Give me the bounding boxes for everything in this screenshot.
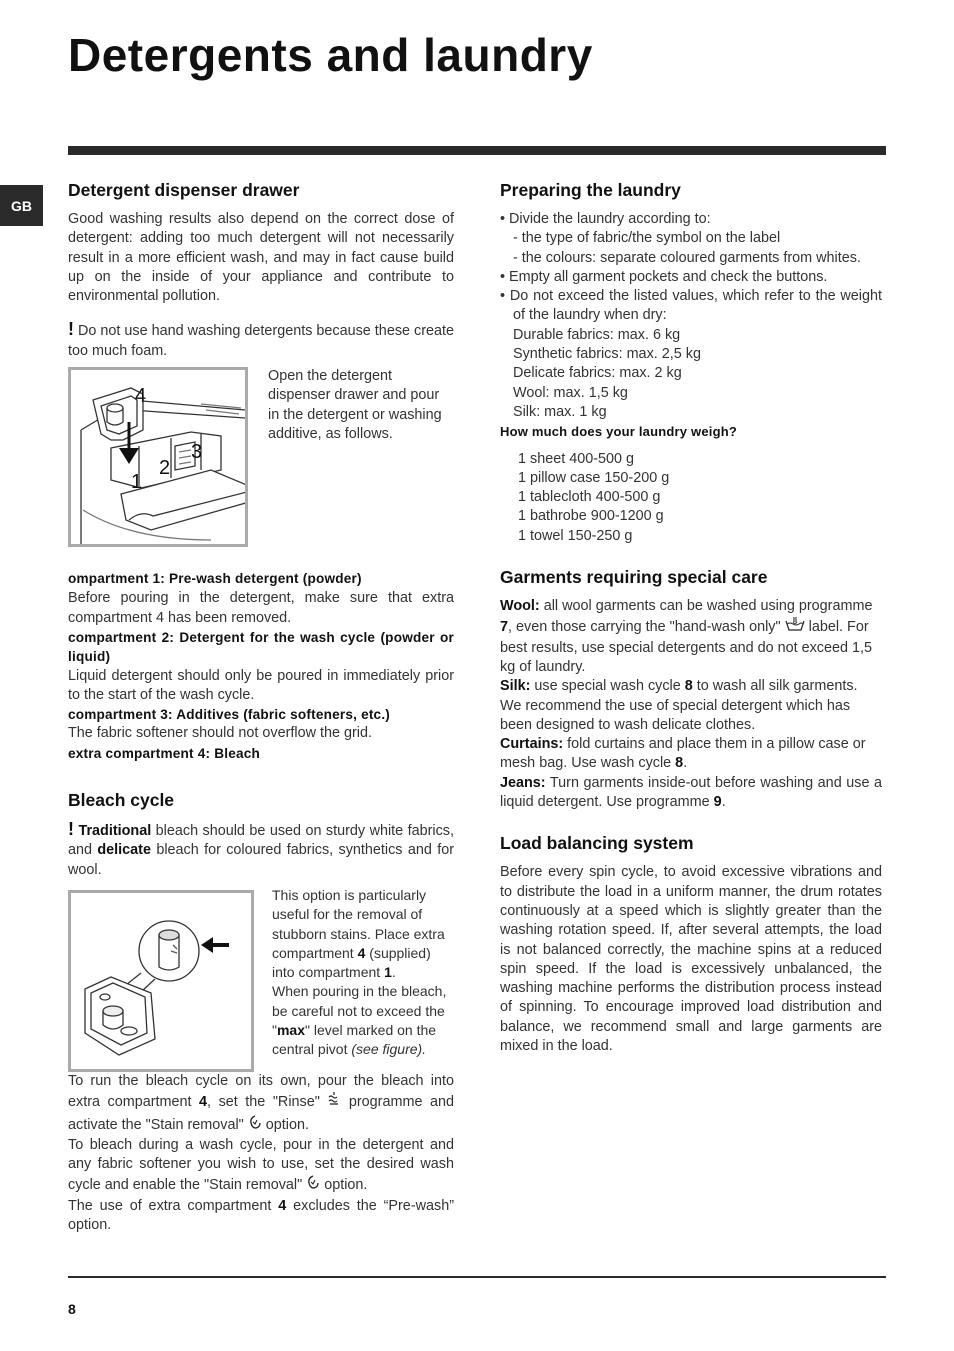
limit-item: Durable fabrics: max. 6 kg xyxy=(513,326,681,343)
stain-removal-icon xyxy=(248,1114,262,1136)
dispenser-intro: Good washing results also depend on the correct dose of detergent: adding too much detergent will not necessarily result in a more efficient wash, and may in fact cause build up on the inside of your appliance and contribute to environmental pollution. xyxy=(68,211,454,305)
warning-mark: ! xyxy=(68,819,74,840)
limit-item: Synthetic fabrics: max. 2,5 kg xyxy=(513,346,701,363)
figure-label-4: 4 xyxy=(135,385,147,408)
weight-item: 1 bathrobe 900-1200 g xyxy=(518,508,664,525)
dispenser-warning-text: Do not use hand washing detergents because these create too much foam. xyxy=(68,323,455,359)
bleach-intro: ! Traditional bleach should be used on sturdy white fabrics, and delicate bleach for coloured fabrics, synthetics and for wool. xyxy=(68,819,455,878)
bleach-heading: Bleach cycle xyxy=(68,790,175,811)
preparing-heading: Preparing the laundry xyxy=(500,180,681,200)
weight-item: 1 tablecloth 400-500 g xyxy=(518,489,661,506)
hand-wash-icon xyxy=(785,616,805,638)
page-number: 8 xyxy=(68,1301,76,1317)
bleach-run-text: To run the bleach cycle on its own, pour the bleach into extra compartment 4, set the "Rinse" programme and activate the "Stain removal" option. xyxy=(68,1072,454,1136)
preparing-bullet-1: • Divide the laundry according to: xyxy=(500,211,711,227)
weight-item: 1 pillow case 150-200 g xyxy=(518,469,670,486)
balancing-heading: Load balancing system xyxy=(500,833,694,854)
dispenser-drawer-figure xyxy=(68,367,248,547)
jeans-text: Jeans: Turn garments inside-out before washing and use a liquid detergent. Use programme 9. xyxy=(500,774,882,811)
compartment-1-text: Before pouring in the detergent, make sure that extra compartment 4 has been removed. xyxy=(68,590,454,626)
compartment-2-text: Liquid detergent should only be poured in immediately prior to the start of the wash cycle. xyxy=(68,667,454,703)
rinse-symbol-icon xyxy=(327,1091,341,1113)
compartment-3-heading: compartment 3: Additives (fabric softeners, etc.) xyxy=(68,707,391,723)
bleach-during-text: To bleach during a wash cycle, pour in the detergent and any fabric softener you wish to use, set the desired wash cycle and enable the "Stain removal" option. xyxy=(68,1136,454,1197)
right-column xyxy=(500,179,882,1056)
special-care-heading: Garments requiring special care xyxy=(500,567,768,588)
preparing-bullet-3: • Do not exceed the listed values, which refer to the weight of the laundry when dry: xyxy=(500,288,882,324)
compartment-3-text: The fabric softener should not overflow the grid. xyxy=(68,725,372,742)
figure-label-2: 2 xyxy=(159,457,171,480)
limit-item: Silk: max. 1 kg xyxy=(513,403,607,420)
weight-item: 1 towel 150-250 g xyxy=(518,527,633,544)
limit-item: Wool: max. 1,5 kg xyxy=(513,384,628,401)
figure-label-1: 1 xyxy=(131,471,143,494)
preparing-bullet-2: • Empty all garment pockets and check the buttons. xyxy=(500,268,828,285)
dispenser-drawer-illustration xyxy=(71,370,245,544)
warning-mark: ! xyxy=(68,319,74,340)
bleach-exclude-text: The use of extra compartment 4 excludes the “Pre-wash” option. xyxy=(68,1197,454,1234)
compartment-4-heading: extra compartment 4: Bleach xyxy=(68,745,261,761)
left-column xyxy=(68,179,454,1235)
page-title: Detergents and laundry xyxy=(68,29,593,81)
weigh-heading: How much does your laundry weigh? xyxy=(500,424,738,440)
limit-item: Delicate fabrics: max. 2 kg xyxy=(513,365,682,382)
bleach-figure-text: This option is particularly useful for the removal of stubborn stains. Place extra compartment 4 (supplied) into compartment 1. When pouring in the bleach, be careful not to exceed the "max" level marked on the central pivot (see figure). xyxy=(272,886,447,1058)
header-rule xyxy=(68,146,886,155)
dispenser-heading: Detergent dispenser drawer xyxy=(68,180,300,200)
compartment-2-heading: compartment 2: Detergent for the wash cycle (powder or liquid) xyxy=(68,629,454,665)
stain-removal-icon xyxy=(306,1174,320,1196)
bleach-compartment-figure xyxy=(68,890,254,1072)
silk-text: Silk: use special wash cycle 8 to wash all silk garments. We recommend the use of special detergent which has been designed to wash delicate clothes. xyxy=(500,678,858,733)
compartment-1-heading: ompartment 1: Pre-wash detergent (powder) xyxy=(68,571,362,587)
preparing-sub-2: - the colours: separate coloured garments from whites. xyxy=(513,249,861,266)
dispenser-figure-row xyxy=(68,367,454,547)
preparing-sub-1: - the type of fabric/the symbol on the label xyxy=(513,230,781,247)
figure-label-3: 3 xyxy=(191,441,203,464)
bleach-compartment-illustration xyxy=(71,893,251,1069)
bleach-figure-row xyxy=(68,886,454,1072)
dispenser-figure-text: Open the detergent dispenser drawer and pour in the detergent or washing additive, as follows. xyxy=(268,368,442,442)
weights-list xyxy=(500,450,882,546)
footer-rule xyxy=(68,1276,886,1278)
dispenser-warning xyxy=(68,320,454,361)
weight-item: 1 sheet 400-500 g xyxy=(518,450,635,467)
wool-text: Wool: all wool garments can be washed using programme 7, even those carrying the "hand-wash only" label. For best results, use special detergents and do not exceed 1,5 kg of laundry. xyxy=(500,598,873,675)
curtains-text: Curtains: fold curtains and place them in a pillow case or mesh bag. Use wash cycle 8. xyxy=(500,736,866,772)
balancing-text: Before every spin cycle, to avoid excessive vibrations and to distribute the load in a uniform manner, the drum rotates continuously at a speed which is slightly greater than the washing rotation speed. If, after several attempts, the load is not balanced correctly, the machine spins at a reduced spin speed. If the load is excessively unbalanced, the washing machine performs the distribution process instead of spinning. To encourage improved load distribution and balance, we recommend small and large garments are mixed in the load. xyxy=(500,864,882,1054)
language-tab: GB xyxy=(0,185,43,226)
